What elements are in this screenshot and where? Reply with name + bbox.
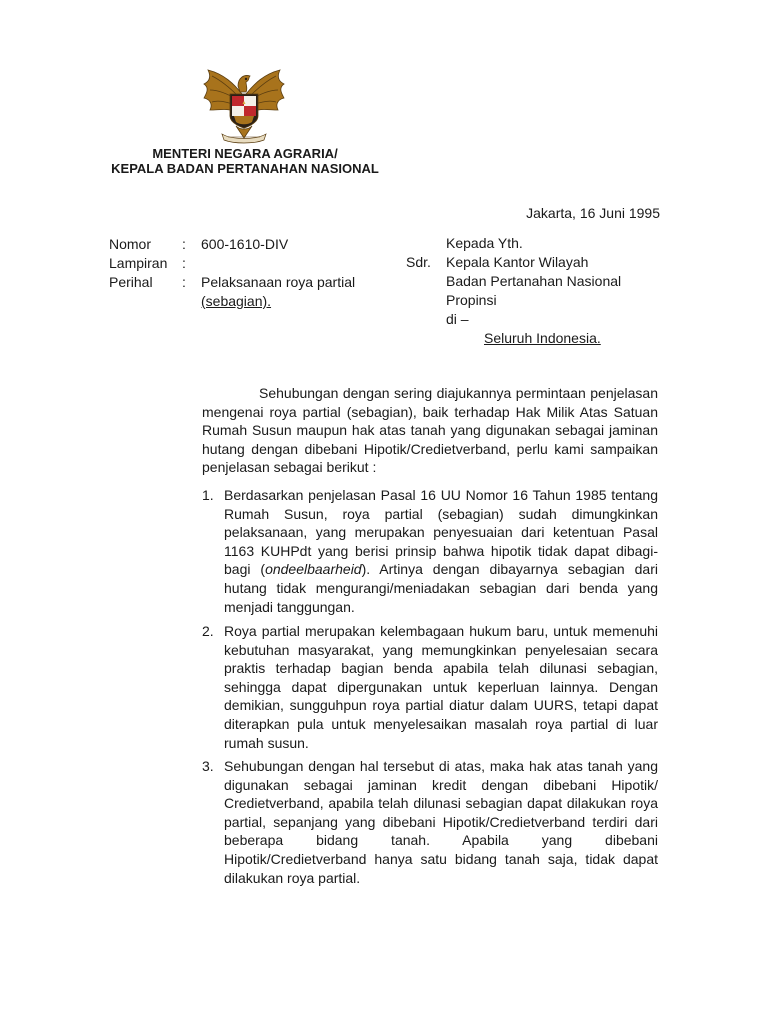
address-line-4: di – <box>446 311 469 327</box>
list-item-text-emphasis: ondeelbaarheid <box>265 561 362 578</box>
list-item-number: 1. <box>202 487 214 503</box>
address-greeting: Kepada Yth. <box>446 235 523 251</box>
meta-colon: : <box>182 274 186 290</box>
list-item-text <box>224 757 658 887</box>
subject-continuation: (sebagian). <box>201 293 272 309</box>
meta-value: Pelaksanaan roya partial <box>201 274 356 290</box>
letterhead-line-1: MENTERI NEGARA AGRARIA/ <box>152 146 338 161</box>
list-item <box>202 622 658 752</box>
address-line-3: Propinsi <box>446 292 497 308</box>
garuda-emblem-icon <box>198 64 290 146</box>
intro-paragraph: Sehubungan dengan sering diajukannya permintaan penjelasan mengenai roya partial (sebagian), baik terhadap Hak Milik Atas Satuan Rumah Susun maupun hak atas tanah yang digunakan sebagai jaminan hutang dengan dibebani Hipotik/Credietverband, perlu kami sampaikan penjelasan sebagai berikut : <box>202 385 658 476</box>
meta-label: Lampiran <box>109 255 168 271</box>
list-item-text-b: ). Artinya dengan dibayarnya sebagian dari hutang tidak mengurangi/meniadakan sebagian dari benda yang menjadi tanggungan. <box>224 561 658 615</box>
meta-label: Nomor <box>109 236 152 252</box>
letterhead-line-2: KEPALA BADAN PERTANAHAN NASIONAL <box>111 161 379 176</box>
address-line-1: Kepala Kantor Wilayah <box>446 254 589 270</box>
list-item <box>202 486 658 616</box>
list-item-text <box>224 622 658 752</box>
address-sdr: Sdr. <box>406 254 431 270</box>
letterhead <box>100 146 390 176</box>
list-item-text-a: Sehubungan dengan hal tersebut di atas, maka hak atas tanah yang digunakan sebagai jaminan kredit dengan dibebani Hipotik/ Credietverband, apabila telah dilunasi sebagian dapat dilakukan roya partial, sepanjang yang dibebani Hipotik/Credietverband terdiri dari beberapa bidang tanah. Apabila yang dibebani Hipotik/Credietverband hanya satu bidang tanah saja, tidak dapat dilakukan roya partial. <box>224 758 658 886</box>
list-item-text-a: Berdasarkan penjelasan Pasal 16 UU Nomor 16 Tahun 1985 tentang Rumah Susun, roya partial (sebagian) sudah dimungkinkan pelaksanaan, yang merupakan penyesuaian dari ketentuan Pasal 1163 KUHPdt yang berisi prinsip bahwa hipotik tidak dapat dibagi-bagi ( <box>224 487 658 578</box>
meta-colon: : <box>182 255 186 271</box>
address-line-2: Badan Pertanahan Nasional <box>446 273 622 289</box>
list-item-number: 2. <box>202 623 214 639</box>
list-item-number: 3. <box>202 758 214 774</box>
meta-label: Perihal <box>109 274 153 290</box>
letter-date: Jakarta, 16 Juni 1995 <box>526 205 660 221</box>
list-item <box>202 757 658 887</box>
list-item-text-a: Roya partial merupakan kelembagaan hukum baru, untuk memenuhi kebutuhan masyarakat, yang memungkinkan penyelesaian secara praktis terhadap bagian benda apabila telah dilunasi sebagian, sehingga dapat dipergunakan untuk keperluan lainnya. Dengan demikian, sungguhpun roya partial diatur dalam UURS, tetapi dapat diterapkan pula untuk menyelesaikan masalah roya partial di luar rumah susun. <box>224 623 658 751</box>
meta-colon: : <box>182 236 186 252</box>
meta-value: 600-1610-DIV <box>201 236 289 252</box>
list-item-text <box>224 486 658 616</box>
address-line-5: Seluruh Indonesia. <box>484 330 601 346</box>
